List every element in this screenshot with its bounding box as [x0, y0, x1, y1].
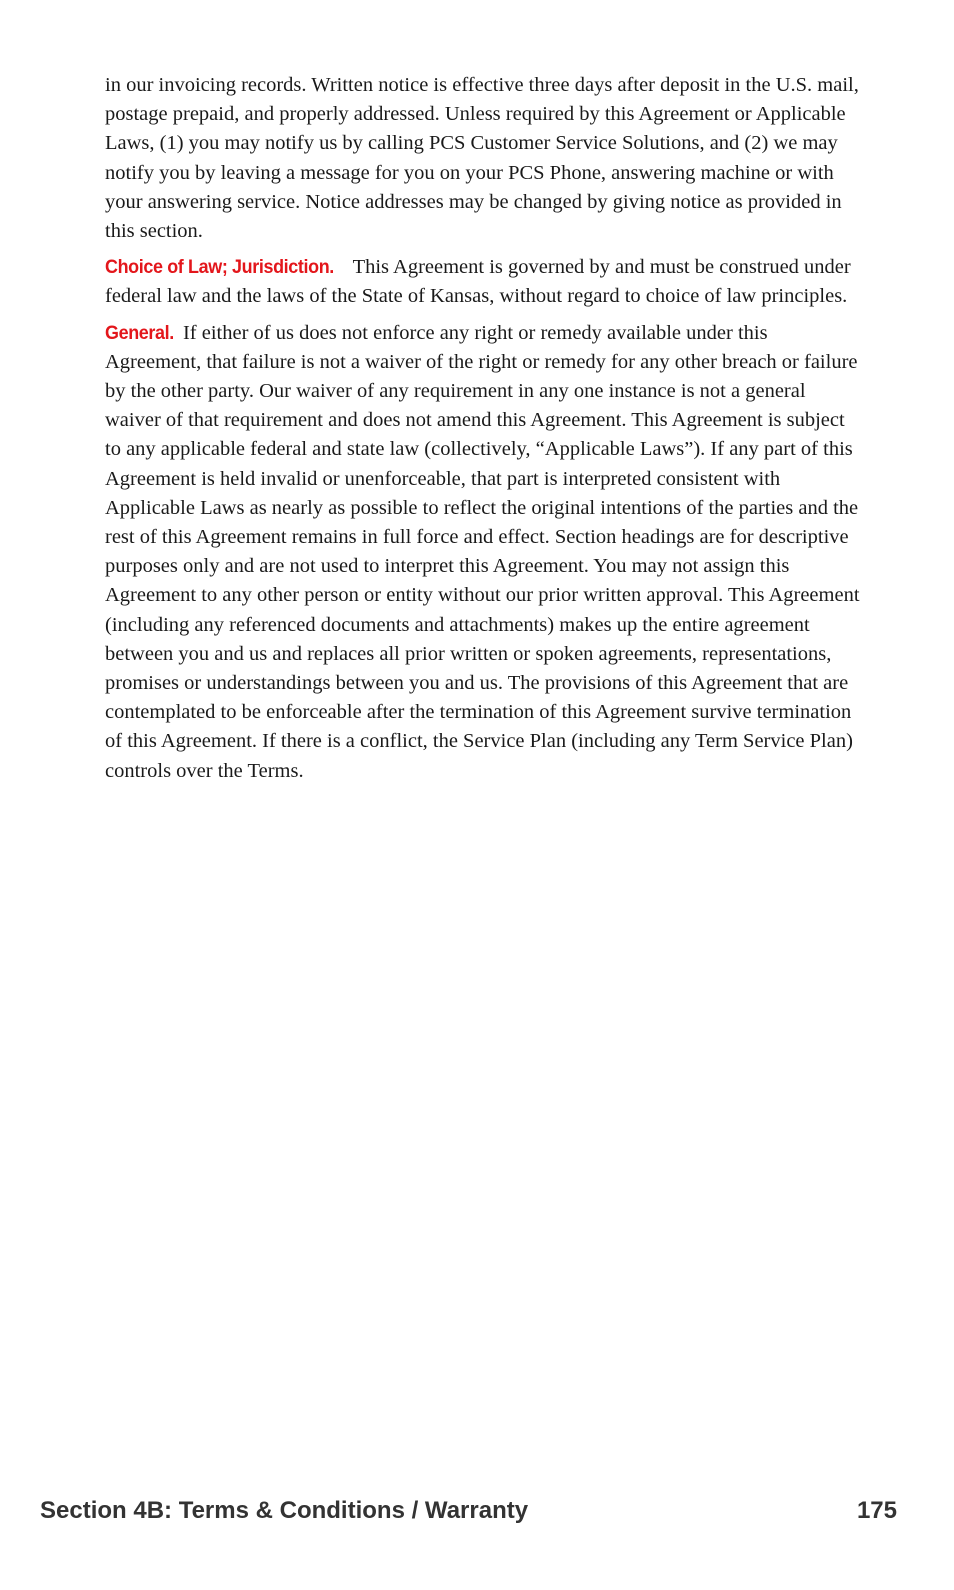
general-text: If either of us does not enforce any right or remedy available under this Agreement, that failure is not a waiver of the right or remedy for any other breach or failure by the other party. Our waiver of any requirement in any one instance is not a general waiver of that requirement and does not amend this Agreement. This Agreement is subject to any applicable federal and state law (collectively, “Applicable Laws”). If any part of this Agreement is held invalid or unenforceable, that part is interpreted consistent with Applicable Laws as nearly as possible to reflect the original intentions of the parties and the rest of this Agreement remains in full force and effect. Section headings are for descriptive purposes only and are not used to interpret this Agreement. You may not assign this Agreement to any other person or entity without our prior written approval. This Agreement (including any referenced documents and attachments) makes up the entire agreement between you and us and replaces all prior written or spoken agreements, representations, promises or understandings between you and us. The provisions of this Agreement that are contemplated to be enforceable after the termination of this Agreement survive termination of this Agreement. If there is a conflict, the Service Plan (including any Term Service Plan) controls over the Terms. — [105, 321, 860, 782]
choice-of-law-heading: Choice of Law; Jurisdiction. — [105, 256, 334, 279]
paragraph-notice-text: in our invoicing records. Written notice is effective three days after deposit in the U.S. mail, postage prepaid, and properly addressed. Unless required by this Agreement or Applicable Laws, (1) you may notify us by calling PCS Customer Service Solutions, and (2) we may notify you by leaving a message for you on your PCS Phone, answering machine or with your answering service. Notice addresses may be changed by giving notice as provided in this section. — [105, 74, 859, 243]
paragraph-general — [105, 319, 865, 786]
general-heading: General. — [105, 321, 174, 344]
page-footer — [40, 1494, 897, 1528]
footer-section-title: Section 4B: Terms & Conditions / Warranty — [40, 1497, 529, 1524]
page-number: 175 — [856, 1497, 897, 1524]
paragraph-choice-of-law — [105, 253, 865, 311]
body-text — [105, 71, 865, 793]
choice-of-law-text: This Agreement is governed by and must be construed under federal law and the laws of the State of Kansas, without regard to choice of law principles. — [105, 256, 851, 308]
paragraph-notice — [105, 71, 865, 246]
